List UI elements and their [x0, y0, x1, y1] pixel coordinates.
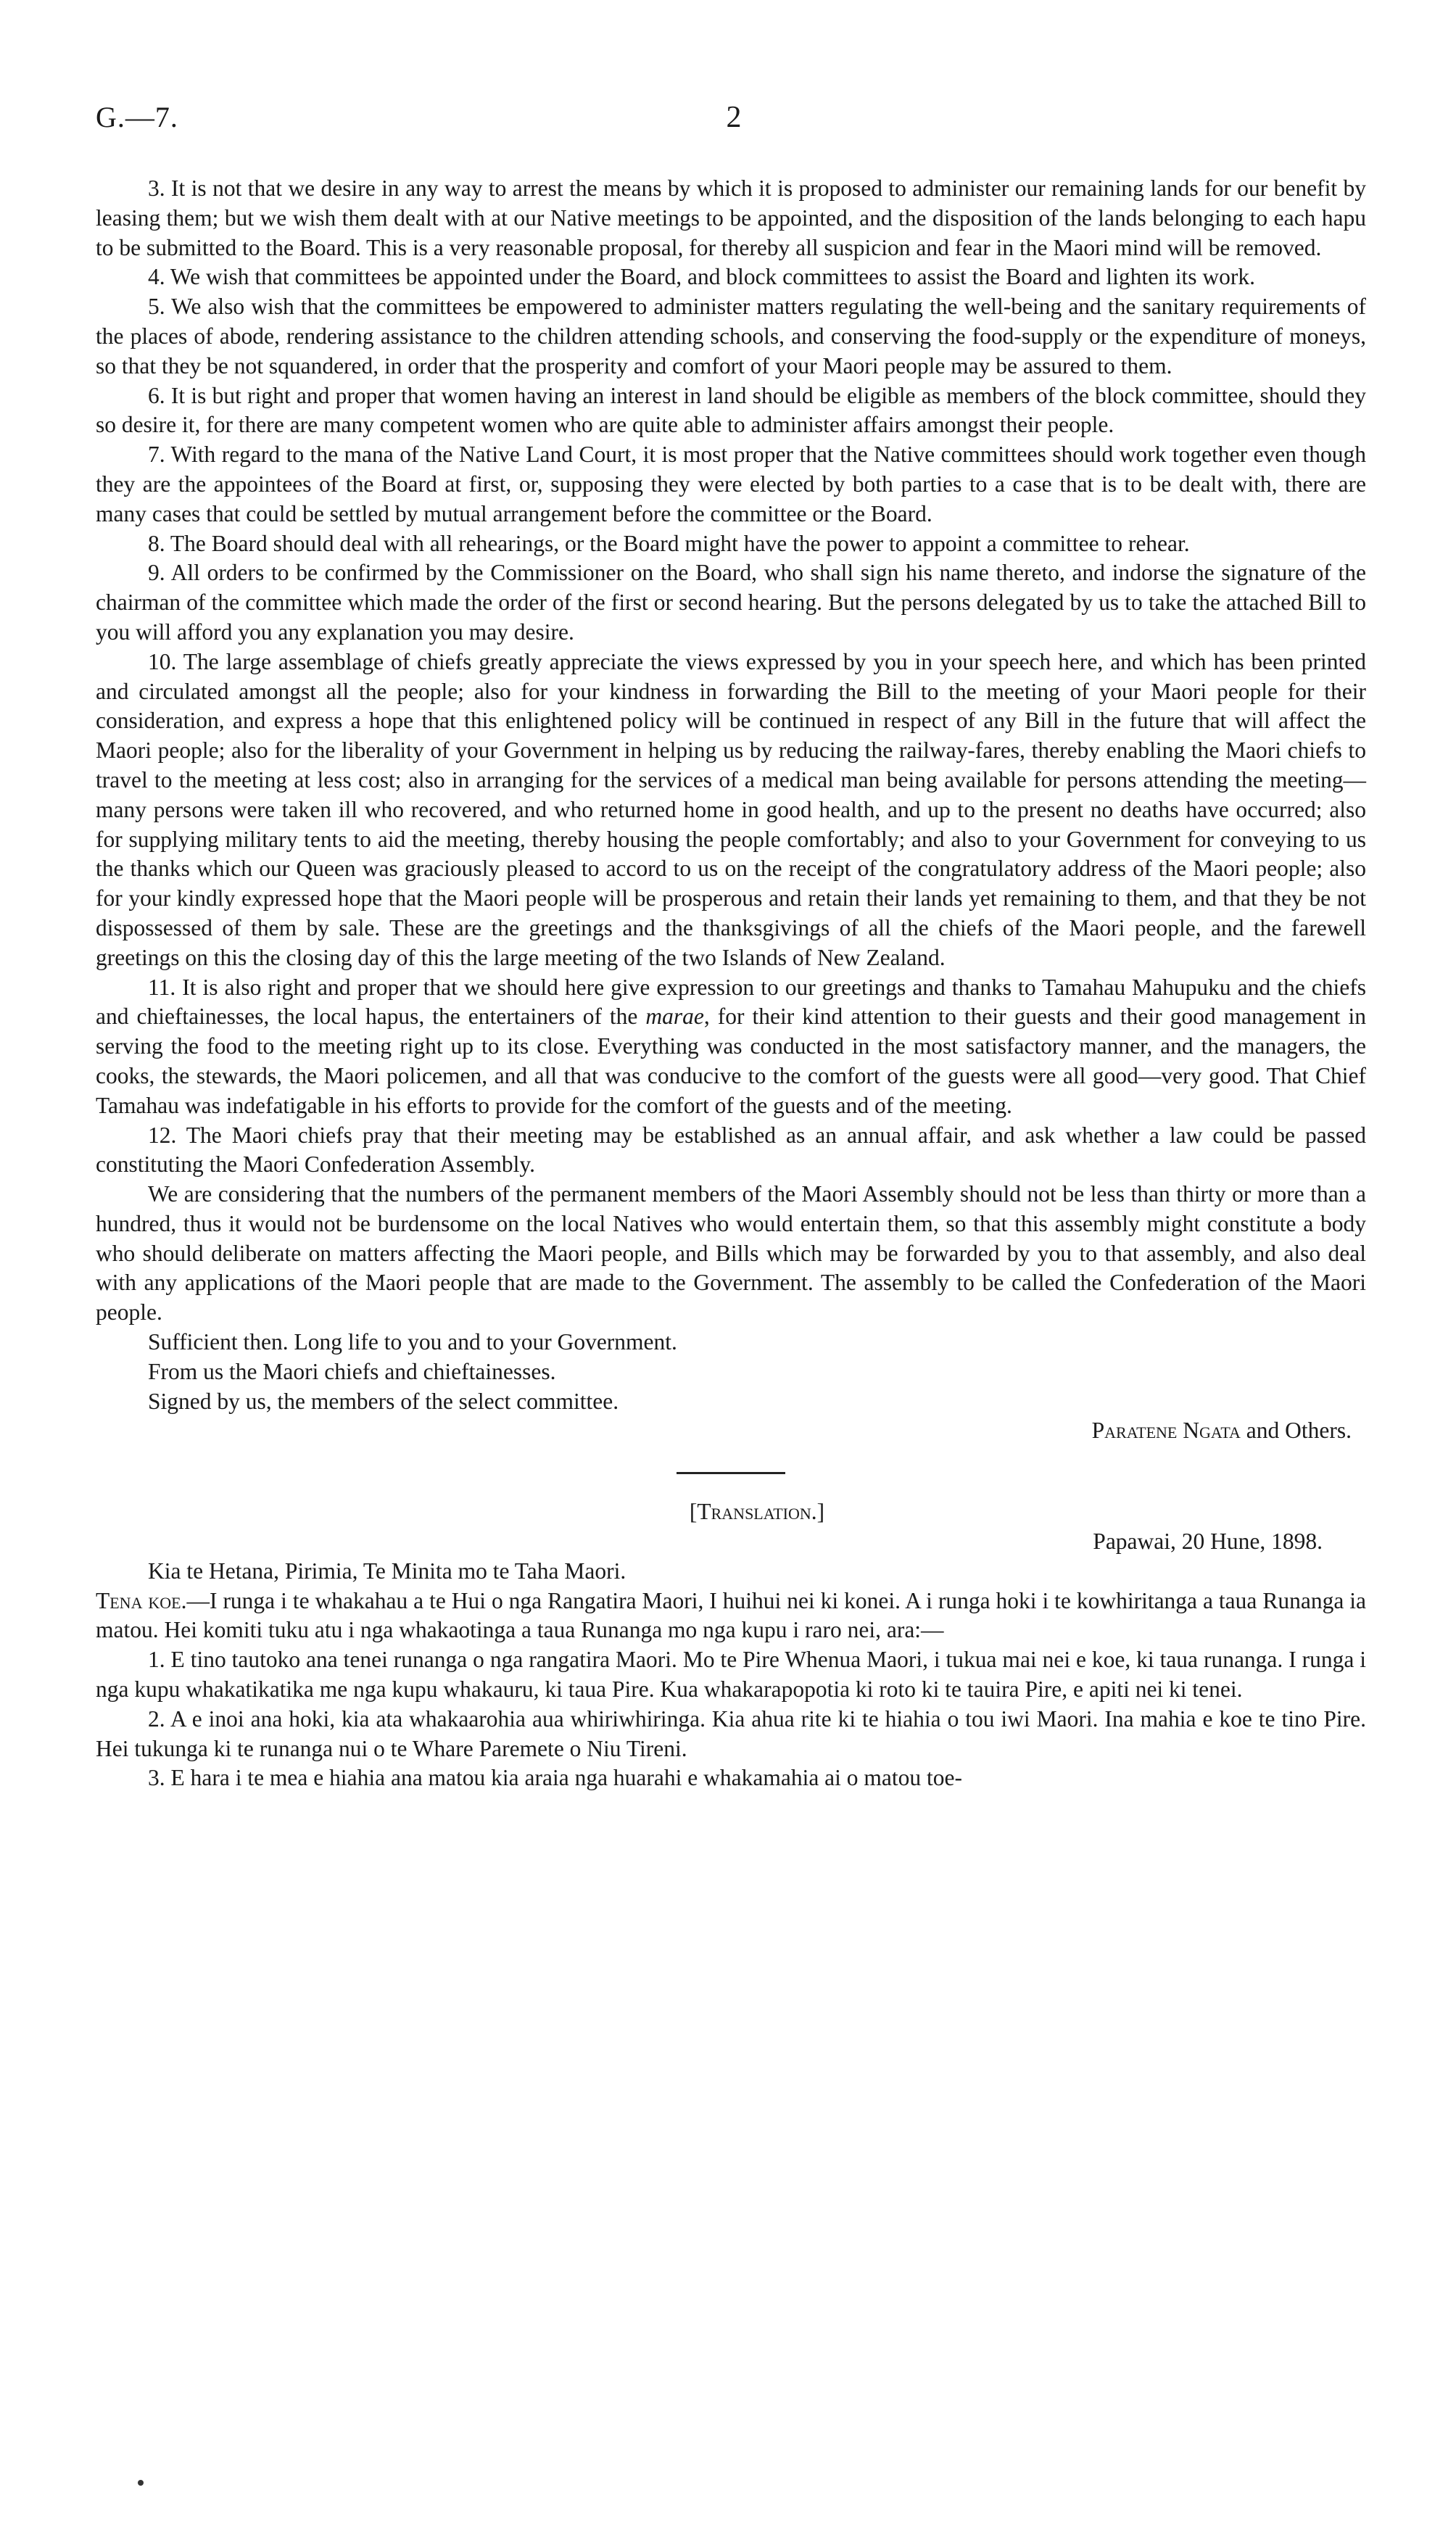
section-divider — [677, 1472, 785, 1474]
document-code: G.—7. — [96, 101, 178, 133]
translation-label — [96, 1497, 1366, 1527]
marae-word: marae — [645, 1004, 704, 1030]
paragraph-3: 3. It is not that we desire in any way to arrest the means by which it is proposed to administer our remaining lands for our benefit by leasing them; but we wish them dealt with at our Native meetings to be appointed, and the disposition of the lands belonging to each hapu to be submitted to the Board. This is a very reasonable proposal, for thereby all suspicion and fear in the Maori mind will be removed. — [96, 175, 1366, 260]
translation-item-3: 3. E hara i te mea e hiahia ana matou kia araia nga huarahi e whakamahia ai o matou toe- — [148, 1765, 962, 1791]
closing-line-1: Sufficient then. Long life to you and to your Government. — [148, 1329, 677, 1355]
paragraph-assembly: We are considering that the numbers of the permanent members of the Maori Assembly should not be less than thirty or more than a hundred, thus it would not be burdensome on the local Natives who would entertain them, so that this assembly might constitute a body who should deliberate on matters affecting the Maori people, and Bills which may be forwarded by you to that assembly, and also deal with any applications of the Maori people that are made to the Government. The assembly to be called the Confederation of the Maori people. — [96, 1181, 1366, 1326]
paragraph-7: 7. With regard to the mana of the Native Land Court, it is most proper that the Native committees should work together even though they are the appointees of the Board at first, or, supposing they were elected by both parties to a case that is to be dealt with, there are many cases that could be settled by mutual arrangement before the committee or the Board. — [96, 442, 1366, 526]
closing-line-2: From us the Maori chiefs and chieftainesses. — [148, 1358, 556, 1384]
page-speck — [138, 2480, 144, 2486]
paragraph-11-part-1: 11. It is also right and proper that we should here give expression to our greetings and thanks to Tamahau Mahupuku and the chiefs and chieftainesses, the local hapus, the entertainers of the — [96, 974, 1366, 1030]
translation-date: Papawai, 20 Hune, 1898. — [1093, 1529, 1323, 1555]
paragraph-9: 9. All orders to be confirmed by the Commissioner on the Board, who shall sign his name thereto, and indorse the signature of the chairman of the committee which made the order of the first or second hearing. But the persons delegated by us to take the attached Bill to you will afford you any explanation you may desire. — [96, 560, 1366, 645]
paragraph-8: 8. The Board should deal with all rehearings, or the Board might have the power to appoint a committee to rehear. — [148, 530, 1190, 556]
signature-rest: and Others. — [1240, 1418, 1352, 1444]
paragraph-11 — [96, 973, 1366, 1121]
translation-item-1: 1. E tino tautoko ana tenei runanga o nga rangatira Maori. Mo te Pire Whenua Maori, i tukua mai nei e koe, ki taua runanga. I runga i nga kupu whakatikatika me nga kupu whakauru, ki taua Pire. Kua whakarapopotia ki roto ki te tauira Pire, e apiti nei ki tenei. — [96, 1647, 1366, 1703]
translation-greeting — [96, 1587, 1366, 1646]
english-body — [96, 174, 1366, 1793]
paragraph-4: 4. We wish that committees be appointed under the Board, and block committees to assist the Board and lighten its work. — [148, 264, 1255, 290]
page-number: 2 — [726, 101, 742, 134]
paragraph-10: 10. The large assemblage of chiefs greatly appreciate the views expressed by you in your speech here, and which has been printed and circulated amongst all the people; also for your kindness in forwarding the Bill to the meeting of your Maori people for their consideration, and express a hope that this enlightened policy will be continued in respect of any Bill in the future that will affect the Maori people; also for the liberality of your Government in helping us by reducing the railway-fares, thereby enabling the Maori chiefs to travel to the meeting at less cost; also in arranging for the services of a medical man being available for persons attending the meeting—many persons were taken ill who recovered, and who returned home in good health, and up to the present no deaths have occurred; also for supplying military tents to aid the meeting, thereby housing the people comfortably; and also to your Government for conveying to us the thanks which our Queen was graciously pleased to accord to us on the receipt of the congratulatory address of the Maori people; also for your kindly expressed hope that the Maori people will be prosperous and retain their lands yet remaining to them, and that they be not dispossessed of them by sale. These are the greetings and the thanksgivings of all the chiefs of the Maori people, and the farewell greetings on this the closing day of this the large meeting of the two Islands of New Zealand. — [96, 648, 1366, 970]
paragraph-6: 6. It is but right and proper that women having an interest in land should be eligible as members of the block committee, should they so desire it, for there are many competent women who are quite able to administer affairs amongst their people. — [96, 382, 1366, 438]
closing-line-3: Signed by us, the members of the select committee. — [148, 1388, 619, 1414]
page-header — [96, 100, 1372, 144]
signature-name: Paratene Ngata — [1091, 1418, 1241, 1444]
paragraph-11-part-2: , for their kind attention to their guests and their good management in serving the food to the meeting right up to its close. Everything was conducted in the most satisfactory manner, and the managers, the cooks, the stewards, the Maori policemen, and all that was conducive to the comfort of the guests were all good—very good. That Chief Tamahau was indefatigable in his efforts to provide for the comfort of the guests and of the meeting. — [96, 1004, 1366, 1118]
greeting-rest: .—I runga i te whakahau a te Hui o nga Rangatira Maori, I huihui nei ki konei. A i runga hoki i te kowhiritanga a taua Runanga ia matou. Hei komiti tuku atu i nga whakaotinga a taua Runanga mo nga kupu i raro nei, ara:— — [96, 1587, 1366, 1643]
translation-salutation: Kia te Hetana, Pirimia, Te Minita mo te Taha Maori. — [148, 1558, 626, 1584]
greeting-small-caps: Tena koe — [96, 1587, 181, 1613]
signature-line — [96, 1416, 1366, 1446]
paragraph-12: 12. The Maori chiefs pray that their meeting may be established as an annual affair, and ask whether a law could be passed constituting the Maori Confederation Assembly. — [96, 1122, 1366, 1178]
translation-label-text: [Translation.] — [689, 1499, 825, 1525]
translation-item-2: 2. A e inoi ana hoki, kia ata whakaarohia aua whiriwhiringa. Kia ahua rite ki te hiahia o tou iwi Maori. Ina mahia e koe te tino Pire. Hei tukunga ki te runanga nui o te Whare Paremete o Niu Tireni. — [96, 1705, 1366, 1761]
paragraph-5: 5. We also wish that the committees be empowered to administer matters regulating the well-being and the sanitary requirements of the places of abode, rendering assistance to the children attending schools, and conserving the food-supply or the expenditure of moneys, so that they be not squandered, in order that the prosperity and comfort of your Maori people may be assured to them. — [96, 294, 1366, 379]
